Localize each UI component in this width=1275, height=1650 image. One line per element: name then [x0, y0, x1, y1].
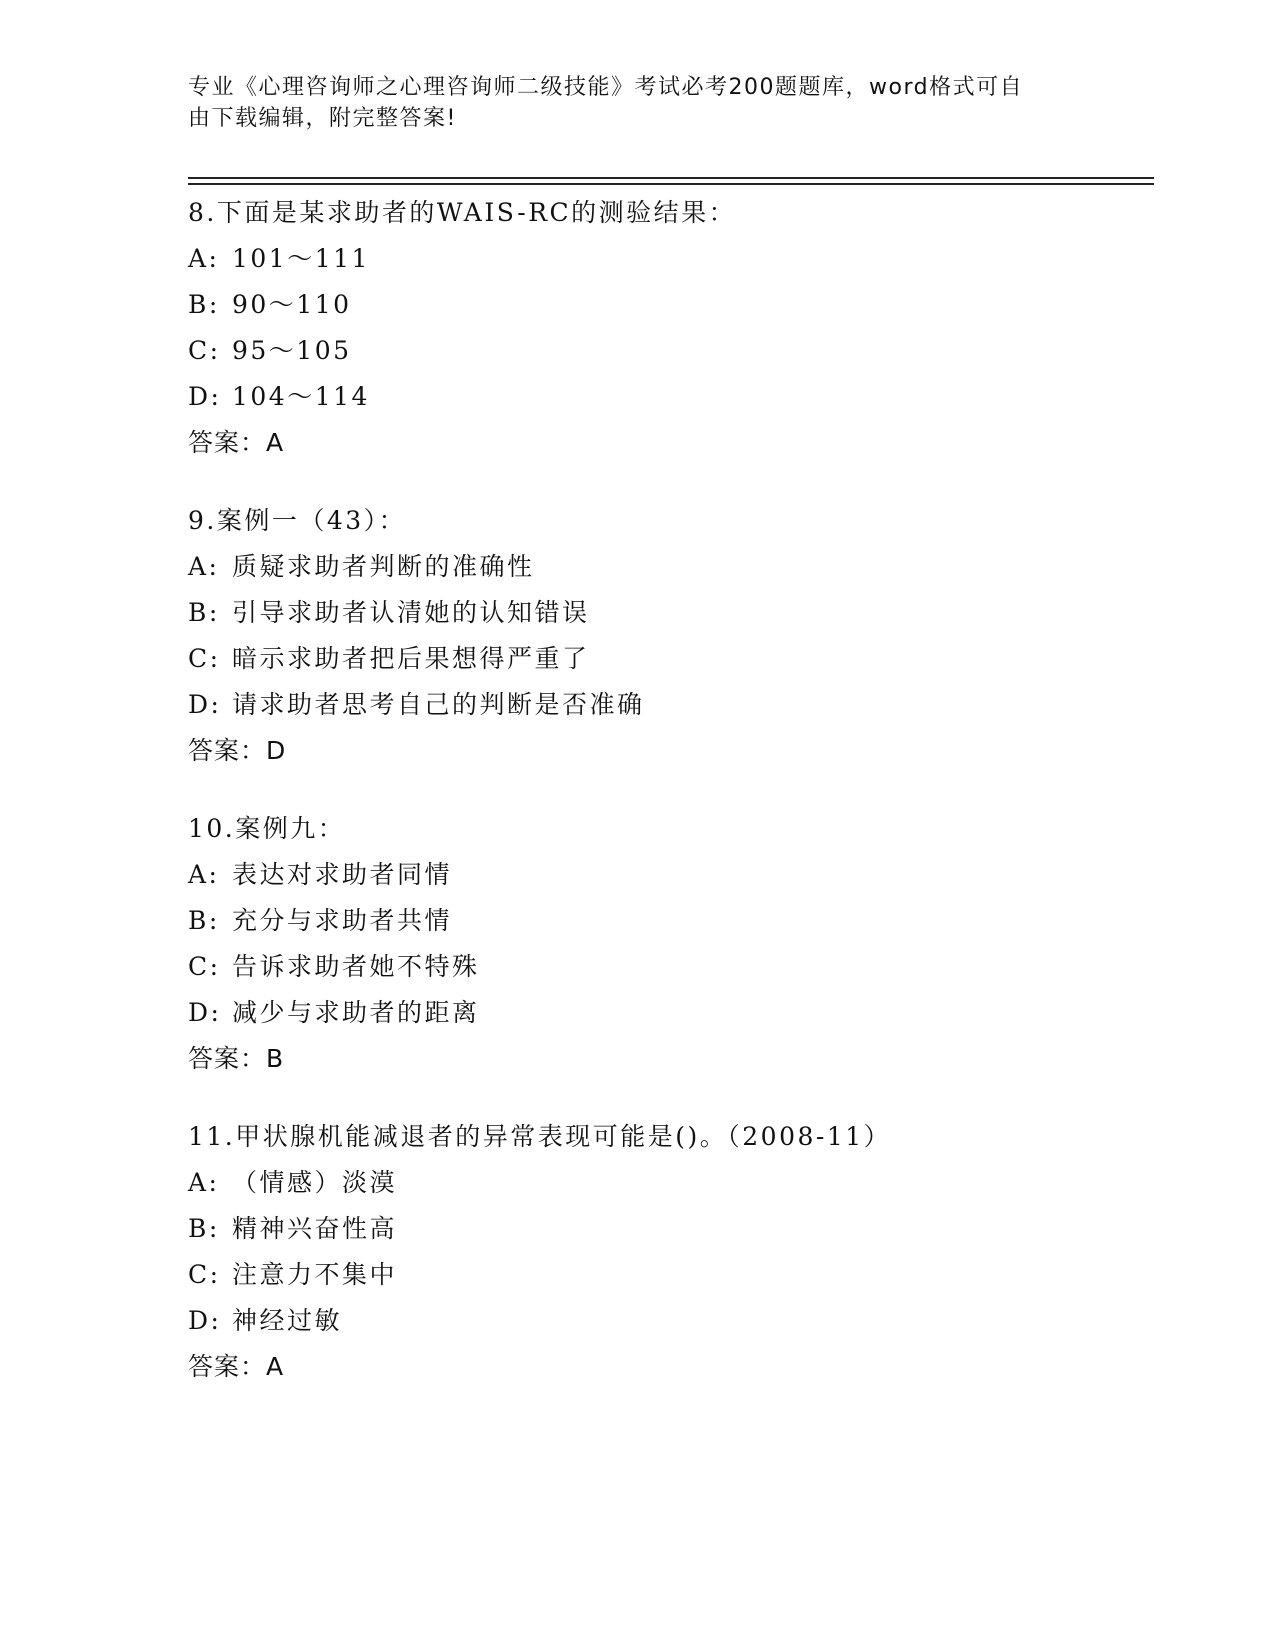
answer-line: 答案：B: [188, 1044, 285, 1073]
answer-line: 答案：A: [188, 1352, 285, 1381]
option-text: 精神兴奋性高: [232, 1214, 398, 1243]
header-line-1: 专业《心理咨询师之心理咨询师二级技能》考试必考200题题库，word格式可自: [188, 75, 1024, 100]
option-text: 告诉求助者她不特殊: [232, 952, 480, 981]
option-letter: B:: [188, 290, 220, 319]
option-text: 质疑求助者判断的准确性: [232, 552, 535, 581]
option-c: [188, 944, 1148, 990]
option-text: 减少与求助者的距离: [232, 998, 480, 1027]
question-10: [188, 806, 1148, 1082]
option-letter: B:: [188, 598, 220, 627]
option-b: [188, 898, 1148, 944]
option-letter: C:: [188, 336, 221, 365]
option-a: [188, 852, 1148, 898]
option-b: [188, 282, 1148, 328]
option-letter: C:: [188, 952, 221, 981]
question-stem: 8.下面是某求助者的WAIS-RC的测验结果：: [188, 198, 737, 227]
option-letter: A:: [188, 552, 220, 581]
option-text: 请求助者思考自己的判断是否准确: [232, 690, 645, 719]
question-list: [188, 190, 1148, 1422]
option-text: 充分与求助者共情: [232, 906, 453, 935]
question-8: [188, 190, 1148, 466]
option-text: 神经过敏: [232, 1306, 343, 1335]
question-stem: 11.甲状腺机能减退者的异常表现可能是()。（2008-11）: [188, 1122, 892, 1151]
option-letter: B:: [188, 1214, 220, 1243]
option-letter: D:: [188, 1306, 222, 1335]
question-stem: 10.案例九：: [188, 814, 346, 843]
question-11: [188, 1114, 1148, 1390]
option-letter: C:: [188, 644, 221, 673]
answer-line: 答案：D: [188, 736, 287, 765]
option-letter: C:: [188, 1260, 221, 1289]
option-text: 104～114: [232, 382, 370, 411]
option-text: 暗示求助者把后果想得严重了: [232, 644, 590, 673]
option-text: （情感）淡漠: [232, 1168, 398, 1197]
header-line-2: 由下载编辑，附完整答案!: [188, 106, 457, 131]
question-stem: 9.案例一（43）：: [188, 506, 407, 535]
option-letter: B:: [188, 906, 220, 935]
option-letter: A:: [188, 244, 220, 273]
header-divider-bottom: [188, 183, 1154, 185]
option-letter: D:: [188, 382, 222, 411]
option-text: 引导求助者认清她的认知错误: [232, 598, 590, 627]
option-text: 95～105: [232, 336, 352, 365]
option-letter: A:: [188, 1168, 220, 1197]
option-d: [188, 990, 1148, 1036]
option-text: 90～110: [232, 290, 352, 319]
option-a: [188, 1160, 1148, 1206]
option-d: [188, 1298, 1148, 1344]
option-d: [188, 374, 1148, 420]
option-a: [188, 544, 1148, 590]
option-c: [188, 636, 1148, 682]
option-d: [188, 682, 1148, 728]
option-c: [188, 328, 1148, 374]
option-b: [188, 590, 1148, 636]
option-letter: D:: [188, 690, 222, 719]
answer-line: 答案：A: [188, 428, 285, 457]
option-b: [188, 1206, 1148, 1252]
option-text: 注意力不集中: [232, 1260, 398, 1289]
option-text: 101～111: [232, 244, 370, 273]
option-letter: A:: [188, 860, 220, 889]
header-divider-top: [188, 177, 1154, 179]
option-text: 表达对求助者同情: [232, 860, 453, 889]
document-header: [188, 72, 1068, 134]
option-letter: D:: [188, 998, 222, 1027]
question-9: [188, 498, 1148, 774]
option-a: [188, 236, 1148, 282]
option-c: [188, 1252, 1148, 1298]
